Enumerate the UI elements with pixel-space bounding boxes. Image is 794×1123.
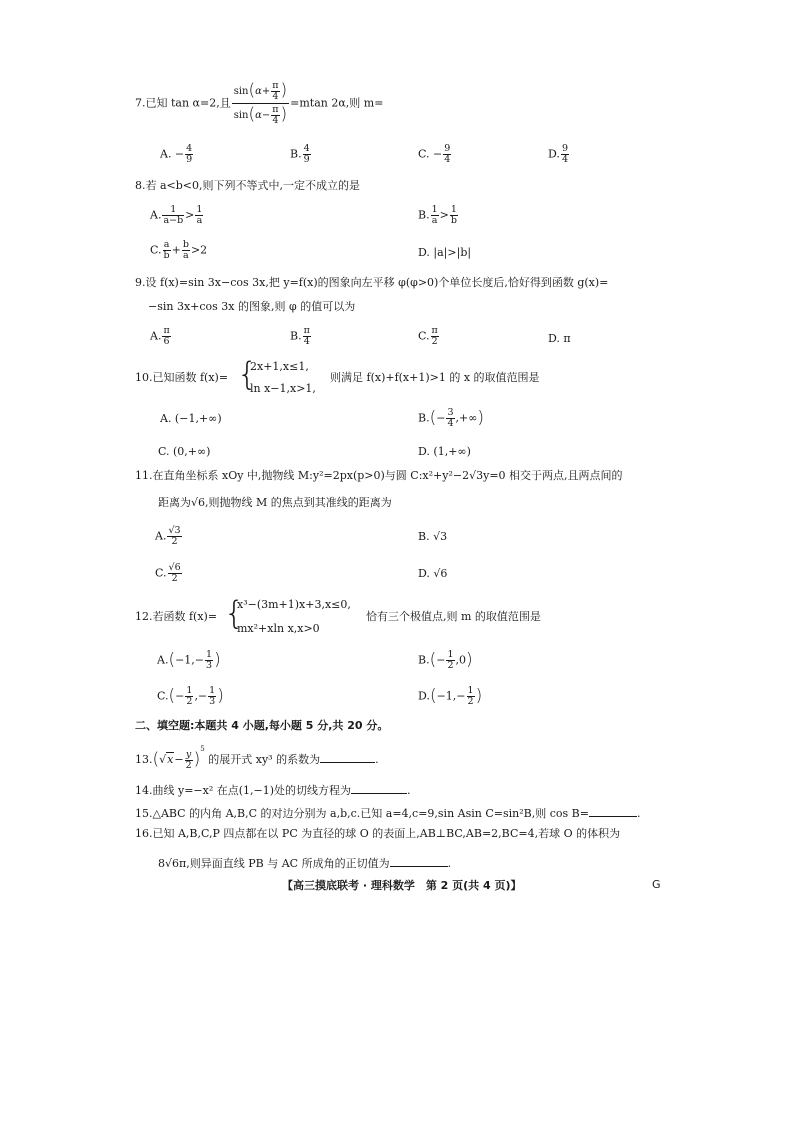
q12-option-a: A.(−1,− $\frac{1}{3}$ ) bbox=[157, 649, 221, 671]
q8-option-b: B. $\frac{1}{a}$ > $\frac{1}{b}$ bbox=[418, 204, 457, 226]
section-fill-in-heading: 二、填空题:本题共 4 小题,每小题 5 分,共 20 分。 bbox=[135, 719, 389, 732]
q7-option-b: B. $\frac{4}{9}$ bbox=[290, 143, 310, 165]
q10-option-a: A. (−1,+∞) bbox=[160, 412, 222, 425]
page-footer: 【高三摸底联考 · 理科数学 第 2 页(共 4 页)】 bbox=[282, 879, 522, 892]
q7-main-fraction: sin(α+ $\frac{\pi}{4}$ ) sin(α− $\frac{\pi}{4}$ ) bbox=[233, 80, 288, 126]
q9-option-d: D. π bbox=[548, 332, 571, 345]
q10-case-1: 2x+1,x≤1, bbox=[250, 360, 309, 373]
q12-case-1: x³−(3m+1)x+3,x≤0, bbox=[237, 598, 351, 611]
q7-option-a: A. − $\frac{4}{9}$ bbox=[160, 143, 193, 165]
q14-answer-blank[interactable] bbox=[351, 784, 407, 794]
q12-case-2: mx²+xln x,x>0 bbox=[237, 622, 320, 635]
paper-version-code: G bbox=[652, 878, 661, 891]
q15-answer-blank[interactable] bbox=[589, 807, 637, 817]
q10-prefix: 10.已知函数 f(x)= bbox=[135, 371, 229, 384]
q8-option-d: D. |a|>|b| bbox=[418, 246, 472, 259]
q12-option-b: B.(− $\frac{1}{2}$ ,0) bbox=[418, 649, 473, 671]
q13-answer-blank[interactable] bbox=[320, 753, 375, 763]
question-14: 14.曲线 y=−x² 在点(1,−1)处的切线方程为 . bbox=[135, 784, 411, 797]
q11-line-1: 11.在直角坐标系 xOy 中,抛物线 M:y²=2px(p>0)与圆 C:x²+y²−2√3y=0 相交于两点,且两点间的 bbox=[135, 469, 623, 482]
q9-option-c: C. $\frac{\pi}{2}$ bbox=[418, 325, 438, 347]
q16-line-1: 16.已知 A,B,C,P 四点都在以 PC 为直径的球 O 的表面上,AB⊥BC,AB=2,BC=4,若球 O 的体积为 bbox=[135, 827, 621, 840]
q11-option-d: D. √6 bbox=[418, 567, 448, 580]
q10-brace: { bbox=[237, 355, 258, 393]
q10-case-2: ln x−1,x>1, bbox=[250, 382, 316, 395]
q8-stem: 8.若 a<b<0,则下列不等式中,一定不成立的是 bbox=[135, 179, 361, 192]
q9-option-a: A. $\frac{\pi}{6}$ bbox=[150, 325, 170, 347]
q9-option-b: B. $\frac{\pi}{4}$ bbox=[290, 325, 310, 347]
q9-line-2: −sin 3x+cos 3x 的图象,则 φ 的值可以为 bbox=[148, 300, 356, 313]
q10-option-d: D. (1,+∞) bbox=[418, 445, 471, 458]
q9-line-1: 9.设 f(x)=sin 3x−cos 3x,把 y=f(x)的图象向左平移 φ(φ>0)个单位长度后,恰好得到函数 g(x)= bbox=[135, 276, 609, 289]
q11-line-2: 距离为√6,则抛物线 M 的焦点到其准线的距离为 bbox=[158, 496, 392, 509]
q11-option-b: B. √3 bbox=[418, 530, 448, 543]
q11-option-c: C. $\frac{√6}{2}$ bbox=[155, 562, 181, 584]
question-15: 15.△ABC 的内角 A,B,C 的对边分别为 a,b,c.已知 a=4,c=9,sin Asin C=sin²B,则 cos B= . bbox=[135, 807, 641, 820]
q11-option-a: A. $\frac{√3}{2}$ bbox=[155, 525, 181, 547]
q12-brace: { bbox=[224, 594, 245, 632]
q8-option-c: C. $\frac{a}{b}$ + $\frac{b}{a}$ >2 bbox=[150, 239, 208, 261]
q12-suffix: 恰有三个极值点,则 m 的取值范围是 bbox=[366, 610, 541, 623]
question-7 bbox=[135, 80, 383, 127]
q7-option-c: C. − $\frac{9}{4}$ bbox=[418, 143, 451, 165]
q10-option-c: C. (0,+∞) bbox=[158, 445, 211, 458]
q7-suffix: =mtan 2α,则 m= bbox=[290, 96, 384, 110]
q12-option-c: C.(− $\frac{1}{2}$ ,− $\frac{1}{3}$ ) bbox=[157, 685, 224, 707]
q12-prefix: 12.若函数 f(x)= bbox=[135, 610, 218, 623]
q10-suffix: 则满足 f(x)+f(x+1)>1 的 x 的取值范围是 bbox=[330, 371, 540, 384]
q7-prefix: 7.已知 tan α=2,且 bbox=[135, 96, 231, 110]
q8-option-a: A. $\frac{1}{a-b}$ > $\frac{1}{a}$ bbox=[150, 204, 203, 226]
question-13: 13.(√x− $\frac{y}{2}$ )$^5$ 的展开式 xy³ 的系数为 . bbox=[135, 745, 379, 771]
q10-option-b: B.(− $\frac{3}{4}$ ,+∞) bbox=[418, 407, 485, 429]
q7-option-d: D. $\frac{9}{4}$ bbox=[548, 143, 568, 165]
q12-option-d: D.(−1,− $\frac{1}{2}$ ) bbox=[418, 685, 483, 707]
q16-line-2: 8√6π,则异面直线 PB 与 AC 所成角的正切值为 . bbox=[158, 857, 452, 870]
q16-answer-blank[interactable] bbox=[390, 857, 448, 867]
